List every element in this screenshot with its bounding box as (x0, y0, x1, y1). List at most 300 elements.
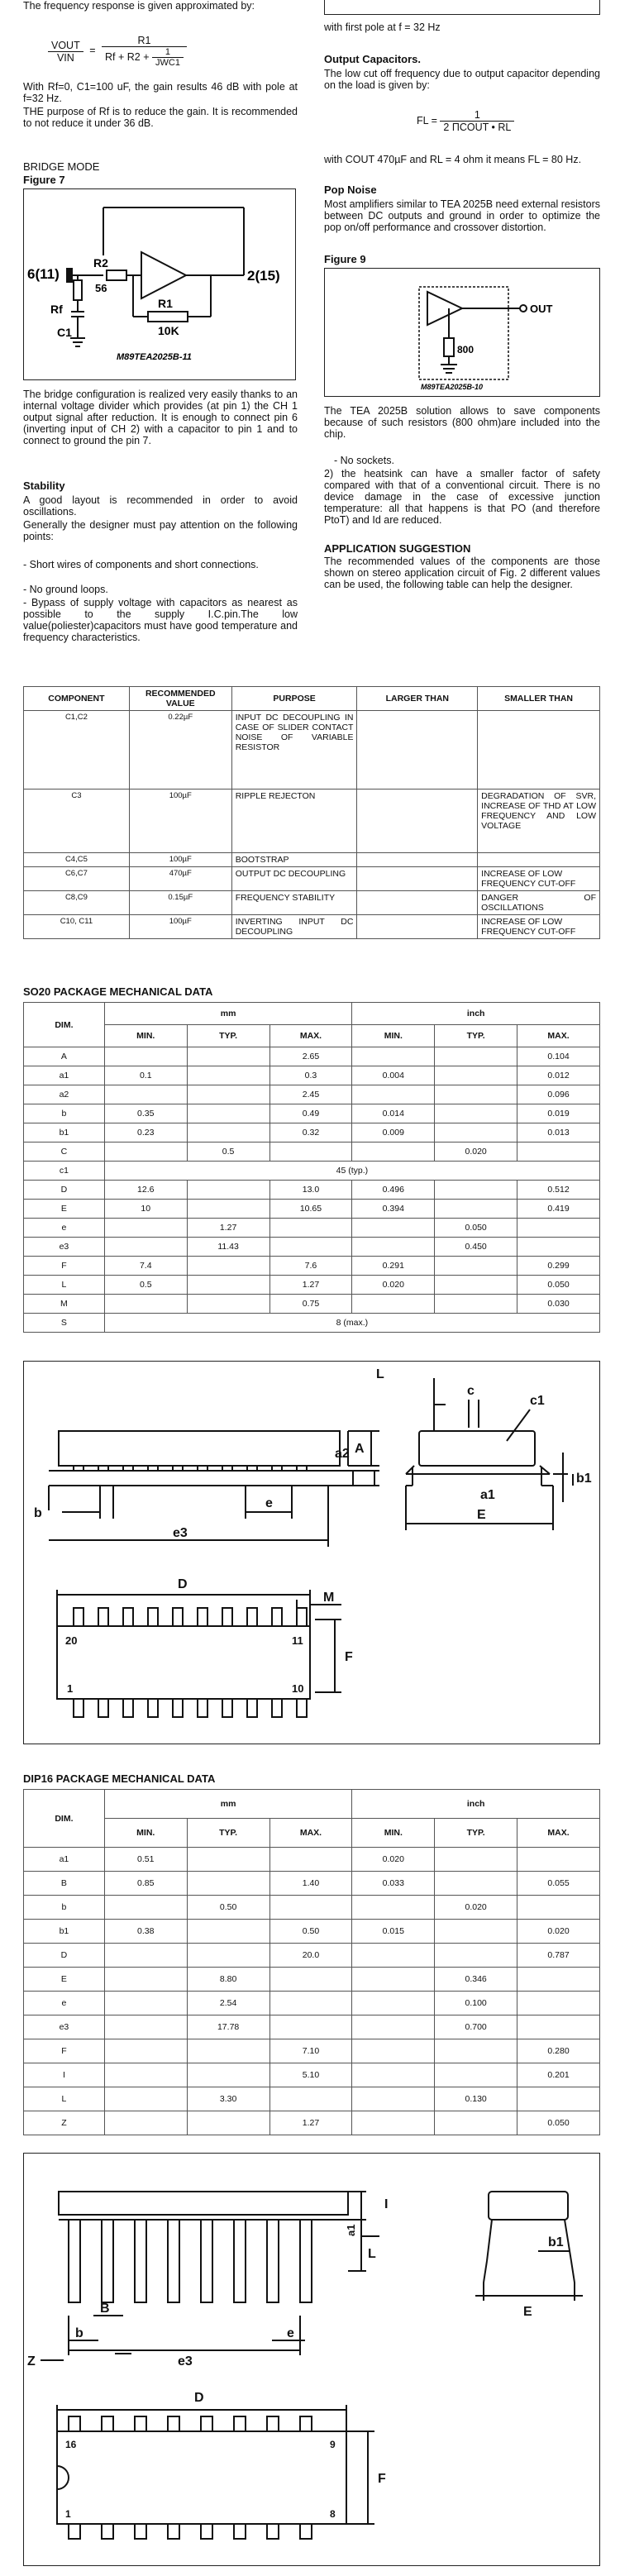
table-cell: 0.009 (352, 1123, 435, 1143)
fig7-c1-label: C1 (57, 326, 72, 339)
table-row (24, 915, 600, 939)
mm-header: mm (104, 1790, 352, 1819)
dim-header: DIM. (24, 1003, 105, 1047)
formula-rhs: R1 Rf + R2 + $\frac{1}{\text{JWC1}}$ (102, 35, 187, 68)
table-cell: F (24, 2039, 105, 2063)
table-row (24, 853, 600, 867)
dip16-label-F: F (378, 2472, 386, 2486)
table-cell: 1.40 (269, 1872, 352, 1896)
so20-pin11-label: 11 (292, 1634, 303, 1647)
dip16-side-pin (300, 2220, 312, 2302)
dip16-drawing-box (23, 2153, 600, 2566)
fig7-r1-label: R1 (158, 297, 173, 310)
dip16-top-pin (234, 2416, 246, 2431)
table-cell: 0.50 (187, 1896, 269, 1920)
table-cell (104, 1992, 187, 2015)
table-row (24, 1920, 600, 1944)
table-row (24, 1314, 600, 1333)
table-row (24, 1968, 600, 1992)
table-cell: 0.055 (517, 1872, 600, 1896)
table-cell: 0.38 (104, 1920, 187, 1944)
table-row (24, 1276, 600, 1295)
dip16-label-b1: b1 (548, 2235, 564, 2249)
no-sockets-text: - No sockets. (334, 455, 394, 466)
table-cell (352, 1896, 435, 1920)
table-cell (435, 1123, 517, 1143)
dip16-top-pin (102, 2416, 113, 2431)
col-header: PURPOSE (231, 687, 357, 711)
table-cell (187, 1848, 269, 1872)
table-row (24, 2015, 600, 2039)
table-cell: 470µF (129, 867, 231, 891)
table-cell (269, 1219, 352, 1238)
table-cell (187, 1200, 269, 1219)
table-cell: C10, C11 (24, 915, 130, 939)
dip16-pin9-label: 9 (330, 2439, 336, 2450)
table-row (24, 1181, 600, 1200)
table-cell (187, 1181, 269, 1200)
so20-bottom-pin (148, 1699, 158, 1717)
so20-bottom-pin (74, 1699, 83, 1717)
table-row (24, 2063, 600, 2087)
dip16-side-pin (69, 2220, 80, 2302)
so20-side-pin (247, 1466, 257, 1471)
cout-text: with COUT 470µF and RL = 4 ohm it means FL = 80 Hz. (324, 154, 582, 165)
figure9-label: Figure 9 (324, 253, 366, 265)
so20-top-pin (297, 1608, 307, 1626)
table-cell (352, 2015, 435, 2039)
dip16-table (23, 1789, 600, 2135)
table-cell (187, 1085, 269, 1104)
figure7-schematic (24, 189, 295, 379)
so20-label-a2: a2 (335, 1447, 350, 1461)
table-cell (517, 1968, 600, 1992)
dip16-top-pin (201, 2416, 212, 2431)
table-cell (517, 1992, 600, 2015)
table-cell: 0.020 (352, 1848, 435, 1872)
table-cell (104, 1295, 187, 1314)
table-cell (435, 1085, 517, 1104)
so20-label-A: A (355, 1442, 365, 1456)
sub-header: TYP. (435, 1025, 517, 1047)
table-cell: 0.394 (352, 1200, 435, 1219)
table-cell (517, 1219, 600, 1238)
table-cell (517, 1238, 600, 1257)
table-row (24, 1162, 600, 1181)
table-row (24, 891, 600, 915)
table-cell: INCREASE OF LOW FREQUENCY CUT-OFF (478, 867, 600, 891)
table-row (24, 2039, 600, 2063)
table-cell (352, 2039, 435, 2063)
table-cell: E (24, 1968, 105, 1992)
inch-header: inch (352, 1003, 600, 1025)
table-cell (435, 2063, 517, 2087)
sub-header: TYP. (187, 1819, 269, 1848)
table-cell: 0.3 (269, 1066, 352, 1085)
dip16-label-B: B (100, 2302, 110, 2316)
table-cell (352, 1143, 435, 1162)
table-cell (269, 1992, 352, 2015)
table-cell: e (24, 1219, 105, 1238)
rf-purpose-text: THE purpose of Rf is to reduce the gain. It is recommended to not reduce it under 36 dB. (23, 106, 298, 129)
output-capacitors-heading: Output Capacitors. (324, 53, 422, 65)
table-cell: 3.30 (187, 2087, 269, 2111)
table-cell (357, 867, 478, 891)
fig7-r2-label: R2 (93, 256, 108, 270)
table-row (24, 1238, 600, 1257)
table-cell (104, 1085, 187, 1104)
table-row (24, 1896, 600, 1920)
component-table (23, 686, 600, 939)
table-cell (352, 1944, 435, 1968)
so20-top-pin (247, 1608, 257, 1626)
so20-side-pin (148, 1466, 158, 1471)
table-cell: B (24, 1872, 105, 1896)
table-cell (517, 1143, 600, 1162)
table-cell (352, 2087, 435, 2111)
so20-title: SO20 PACKAGE MECHANICAL DATA (23, 985, 213, 998)
bridge-text: The bridge configuration is realized very easily thanks to an internal voltage divider which provides (at pin 1) the CH 1 output signal after reduction. It is enough to connect pin 6 (inverting input of CH 2) with a capacitor to pin 1 and to connect to ground the pin 7. (23, 389, 298, 446)
so20-top-pin (148, 1608, 158, 1626)
table-cell: 0.32 (269, 1123, 352, 1143)
dip16-bottom-pin (267, 2524, 279, 2539)
formula-lhs: $\frac{\text{VOUT}}{\text{VIN}}$ (48, 40, 83, 64)
dip16-top-pin (69, 2416, 80, 2431)
sub-header: MAX. (269, 1819, 352, 1848)
table-cell: 0.50 (269, 1920, 352, 1944)
dip16-side-pin (267, 2220, 279, 2302)
table-cell (187, 1276, 269, 1295)
table-cell: e (24, 1992, 105, 2015)
dim-header: DIM. (24, 1790, 105, 1848)
table-cell: C8,C9 (24, 891, 130, 915)
so20-bottom-pin (247, 1699, 257, 1717)
table-cell (352, 1968, 435, 1992)
table-cell: INVERTING INPUT DC DECOUPLING (231, 915, 357, 939)
col-header: RECOMMENDED VALUE (129, 687, 231, 711)
sub-header: MIN. (104, 1025, 187, 1047)
so20-side-pin (297, 1466, 307, 1471)
table-cell (357, 853, 478, 867)
table-cell: 0.096 (517, 1085, 600, 1104)
table-cell (269, 1848, 352, 1872)
table-cell: 7.10 (269, 2039, 352, 2063)
fig7-r1-value: 10K (158, 324, 179, 337)
stability-text-2: Generally the designer must pay attention on the following points: (23, 519, 298, 542)
table-cell: S (24, 1314, 105, 1333)
so20-label-M: M (323, 1591, 335, 1605)
table-cell: 1.27 (187, 1219, 269, 1238)
so20-side-pin (198, 1466, 207, 1471)
so20-label-e: e (265, 1496, 273, 1510)
dip16-bottom-pin (102, 2524, 113, 2539)
so20-subheader-row (24, 1025, 600, 1047)
table-cell (187, 1123, 269, 1143)
table-row (24, 711, 600, 789)
table-cell: 0.22µF (129, 711, 231, 789)
figure9-box (324, 268, 600, 397)
table-cell (435, 1181, 517, 1200)
table-cell: 0.5 (104, 1276, 187, 1295)
stability-text-1: A good layout is recommended in order to avoid oscillations. (23, 494, 298, 518)
table-cell (104, 1238, 187, 1257)
table-cell (435, 1104, 517, 1123)
fig7-r2-value: 56 (95, 282, 107, 294)
table-cell: 12.6 (104, 1181, 187, 1200)
table-row (24, 789, 600, 853)
table-cell (187, 2111, 269, 2135)
table-cell: a1 (24, 1066, 105, 1085)
table-cell: INCREASE OF LOW FREQUENCY CUT-OFF (478, 915, 600, 939)
output-capacitors-text: The low cut off frequency due to output capacitor depending on the load is given by: (324, 68, 600, 91)
so20-label-c1: c1 (530, 1394, 545, 1408)
table-cell (357, 915, 478, 939)
table-cell: 0.019 (517, 1104, 600, 1123)
table-cell: 0.020 (435, 1143, 517, 1162)
pop-noise-heading: Pop Noise (324, 184, 377, 196)
table-cell (478, 853, 600, 867)
figure7-box (23, 188, 296, 380)
table-cell: 0.130 (435, 2087, 517, 2111)
table-cell (435, 1944, 517, 1968)
so20-bottom-pin (173, 1699, 183, 1717)
dip16-pin16-label: 16 (65, 2439, 77, 2450)
fig7-pin6-label: 6(11) (27, 266, 60, 282)
frequency-formula: $\frac{\text{VOUT}}{\text{VIN}}$ = R1 Rf + R2 + $\frac{1}{\text{JWC1}}$ (48, 35, 187, 68)
table-row (24, 1085, 600, 1104)
dip16-top-pin (300, 2416, 312, 2431)
table-cell: b1 (24, 1920, 105, 1944)
dip16-bottom-pin (168, 2524, 179, 2539)
table-cell (352, 1238, 435, 1257)
dip16-label-E: E (523, 2305, 532, 2319)
table-cell: 0.85 (104, 1872, 187, 1896)
table-cell (435, 1920, 517, 1944)
sub-header: MIN. (352, 1819, 435, 1848)
fl-formula: FL = $\frac{1}{\text{2 ΠCOUT • RL}}$ (417, 109, 514, 133)
stability-bullet-3: - Bypass of supply voltage with capacitors as nearest as possible to the supply I.C.pin.The low value(poliester)capacitors must have good temperature and frequency characteristics. (23, 597, 298, 643)
table-cell (104, 2111, 187, 2135)
table-cell (352, 1219, 435, 1238)
dip16-label-I: I (384, 2197, 389, 2211)
table-cell: C1,C2 (24, 711, 130, 789)
dip16-top-pin (135, 2416, 146, 2431)
table-cell (352, 1047, 435, 1066)
table-cell: 0.512 (517, 1181, 600, 1200)
table-cell: e3 (24, 1238, 105, 1257)
table-cell (269, 1238, 352, 1257)
table-cell: 0.014 (352, 1104, 435, 1123)
table-cell (478, 711, 600, 789)
dip16-top-pin (267, 2416, 279, 2431)
table-cell: F (24, 1257, 105, 1276)
table-cell: 45 (typ.) (104, 1162, 599, 1181)
sub-header: TYP. (435, 1819, 517, 1848)
stability-bullet-1: - Short wires of components and short connections. (23, 559, 259, 570)
table-cell: 17.78 (187, 2015, 269, 2039)
table-cell: Z (24, 2111, 105, 2135)
table-cell: 0.030 (517, 1295, 600, 1314)
table-cell (435, 1276, 517, 1295)
table-cell: M (24, 1295, 105, 1314)
table-row (24, 1047, 600, 1066)
table-cell: 0.291 (352, 1257, 435, 1276)
table-cell: 0.51 (104, 1848, 187, 1872)
so20-label-b1: b1 (576, 1472, 592, 1486)
so20-package-drawing (24, 1362, 599, 1744)
table-cell: 0.419 (517, 1200, 600, 1219)
so20-top-pin (98, 1608, 108, 1626)
heatsink-text: 2) the heatsink can have a smaller factor of safety compared with that of a conventional circuit. There is no device damage in the case of excessive junction temperature: all that happens is that PO (and therefore PtoT) and Id are reduced. (324, 468, 600, 526)
table-cell: 11.43 (187, 1238, 269, 1257)
col-header: LARGER THAN (357, 687, 478, 711)
table-cell: C4,C5 (24, 853, 130, 867)
dip16-package-drawing (24, 2154, 599, 2565)
so20-header-row (24, 1003, 600, 1025)
so20-bottom-pin (98, 1699, 108, 1717)
table-cell: C (24, 1143, 105, 1162)
table-cell: 0.013 (517, 1123, 600, 1143)
sub-header: MIN. (352, 1025, 435, 1047)
table-cell: 8.80 (187, 1968, 269, 1992)
table-cell: 0.050 (435, 1219, 517, 1238)
table-cell (435, 1200, 517, 1219)
dip16-side-pin (135, 2220, 146, 2302)
table-cell: b (24, 1896, 105, 1920)
solution-text: The TEA 2025B solution allows to save components because of such resistors (800 ohm)are included into the chip. (324, 405, 600, 440)
so20-label-L: L (376, 1367, 384, 1381)
so20-drawing-box (23, 1361, 600, 1744)
table-cell: 0.49 (269, 1104, 352, 1123)
table-cell (357, 711, 478, 789)
table-cell: 0.012 (517, 1066, 600, 1085)
so20-top-pin (272, 1608, 282, 1626)
table-cell: 2.54 (187, 1992, 269, 2015)
table-cell: L (24, 1276, 105, 1295)
so20-side-pin (74, 1466, 83, 1471)
table-cell (517, 1848, 600, 1872)
fig7-caption: M89TEA2025B-11 (117, 352, 192, 362)
so20-bottom-pin (297, 1699, 307, 1717)
so20-bottom-pin (222, 1699, 232, 1717)
table-cell (352, 2063, 435, 2087)
fig7-rf-label: Rf (50, 303, 63, 316)
so20-top-pin (123, 1608, 133, 1626)
dip16-side-pin (102, 2220, 113, 2302)
fig9-caption: M89TEA2025B-10 (421, 383, 484, 391)
table-cell: 0.020 (435, 1896, 517, 1920)
table-cell (104, 2039, 187, 2063)
dip16-bottom-pin (234, 2524, 246, 2539)
sub-header: TYP. (187, 1025, 269, 1047)
so20-label-a1: a1 (480, 1488, 495, 1502)
table-cell (104, 1944, 187, 1968)
so20-label-e3: e3 (173, 1526, 188, 1540)
table-cell: I (24, 2063, 105, 2087)
dip16-side-pin (201, 2220, 212, 2302)
table-cell (104, 1047, 187, 1066)
table-cell: 13.0 (269, 1181, 352, 1200)
table-cell: 0.033 (352, 1872, 435, 1896)
table-cell: b1 (24, 1123, 105, 1143)
table-cell: 0.496 (352, 1181, 435, 1200)
so20-top-pin (173, 1608, 183, 1626)
table-cell (435, 2111, 517, 2135)
table-cell (187, 1066, 269, 1085)
table-row (24, 1104, 600, 1123)
first-pole-text: with first pole at f = 32 Hz (324, 21, 441, 33)
table-cell (435, 1295, 517, 1314)
table-cell: DEGRADATION OF SVR, INCREASE OF THD AT LOW FREQUENCY AND LOW VOLTAGE (478, 789, 600, 853)
so20-table (23, 1002, 600, 1333)
table-row (24, 1219, 600, 1238)
table-cell (352, 1992, 435, 2015)
dip16-label-a1: a1 (345, 2224, 357, 2236)
table-cell: 0.201 (517, 2063, 600, 2087)
table-cell (187, 1257, 269, 1276)
table-cell: FREQUENCY STABILITY (231, 891, 357, 915)
dip16-side-pin (234, 2220, 246, 2302)
table-cell (352, 2111, 435, 2135)
table-cell (187, 2039, 269, 2063)
dip16-bottom-pin (300, 2524, 312, 2539)
table-cell: 0.15µF (129, 891, 231, 915)
table-cell (104, 2087, 187, 2111)
table-cell: BOOTSTRAP (231, 853, 357, 867)
table-cell (517, 1896, 600, 1920)
table-cell: 0.75 (269, 1295, 352, 1314)
table-cell: C3 (24, 789, 130, 853)
table-cell: 2.65 (269, 1047, 352, 1066)
sub-header: MAX. (517, 1819, 600, 1848)
table-cell: 0.015 (352, 1920, 435, 1944)
dip16-side-pin (168, 2220, 179, 2302)
table-cell: E (24, 1200, 105, 1219)
table-cell: 0.346 (435, 1968, 517, 1992)
table-cell: 0.050 (517, 2111, 600, 2135)
table-cell (352, 1295, 435, 1314)
table-cell: 0.787 (517, 1944, 600, 1968)
dip16-label-e: e (287, 2326, 294, 2340)
table-cell (517, 2087, 600, 2111)
figure7-label: Figure 7 (23, 174, 65, 186)
table-row (24, 2111, 600, 2135)
so20-pin1-label: 1 (67, 1682, 74, 1695)
intro-text: The frequency response is given approximated by: (23, 0, 255, 12)
table-cell (104, 2015, 187, 2039)
dip16-pin1-label: 1 (65, 2508, 71, 2520)
table-cell: 0.299 (517, 1257, 600, 1276)
table-row (24, 1257, 600, 1276)
table-cell: 1.27 (269, 2111, 352, 2135)
sub-header: MAX. (269, 1025, 352, 1047)
fig7-pin2-label: 2(15) (247, 268, 280, 284)
table-cell (187, 1295, 269, 1314)
table-cell (357, 789, 478, 853)
table-cell: L (24, 2087, 105, 2111)
table-cell: 10 (104, 1200, 187, 1219)
table-row (24, 1200, 600, 1219)
table-cell (269, 1143, 352, 1162)
table-cell: 0.450 (435, 1238, 517, 1257)
table-cell: 0.35 (104, 1104, 187, 1123)
table-cell (187, 2063, 269, 2087)
table-cell (187, 1047, 269, 1066)
table-row (24, 2087, 600, 2111)
dip16-bottom-pin (201, 2524, 212, 2539)
table-row (24, 1295, 600, 1314)
so20-side-pin (98, 1466, 108, 1471)
